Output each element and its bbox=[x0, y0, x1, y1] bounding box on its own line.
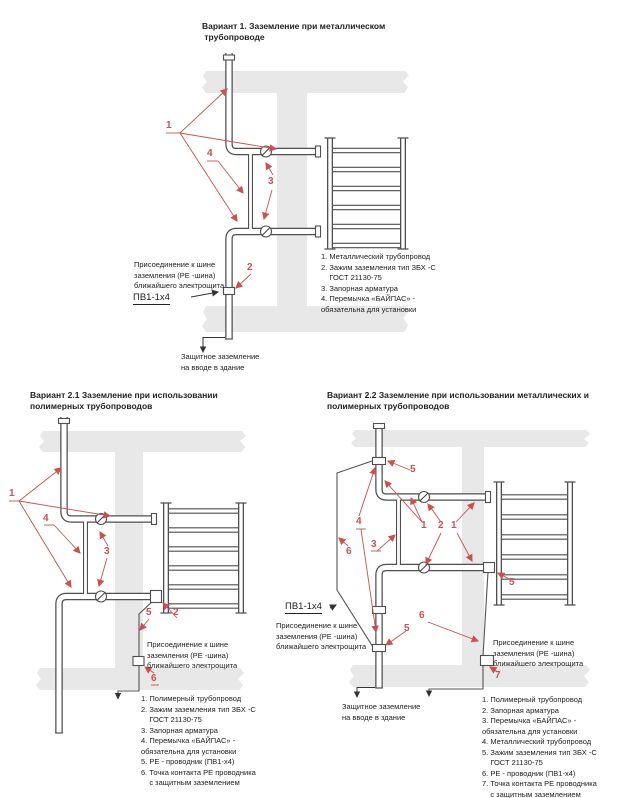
callout-2: 2 bbox=[438, 520, 444, 531]
text-line: полимерных трубопроводов bbox=[327, 401, 450, 411]
valve-icon bbox=[96, 591, 107, 602]
text-line: 4. Перемычка «БАЙПАС» - bbox=[141, 736, 236, 745]
text-line: ближайшего электрощита bbox=[134, 281, 225, 290]
radiator bbox=[161, 503, 247, 613]
callout-2: 2 bbox=[247, 262, 253, 273]
wire-label-leader bbox=[191, 292, 218, 297]
text-line: на вводе в здание bbox=[181, 362, 245, 372]
text-line: обязательна для установки bbox=[141, 746, 237, 756]
text-line: заземления (РЕ -шина) bbox=[134, 270, 216, 280]
text-line: заземления (РЕ -шина) bbox=[493, 648, 575, 658]
union-fitting bbox=[316, 146, 321, 157]
text-line: Присоединение к шине bbox=[276, 621, 358, 630]
variant21-legend bbox=[141, 694, 256, 789]
callout-4: 4 bbox=[207, 148, 213, 159]
variant22-bus-note-left bbox=[276, 621, 366, 653]
text-line: 4. Перемычка «БАЙПАС» - bbox=[321, 294, 416, 303]
variant21-title bbox=[30, 390, 218, 412]
text-line: 6. РЕ - проводник (ПВ1-х4) bbox=[482, 768, 576, 778]
variant1-wire-label: ПВ1-1х4 bbox=[133, 292, 170, 303]
variant1-ground-note bbox=[181, 352, 259, 373]
radiator-collectors bbox=[161, 503, 247, 613]
text-line: 1. Полимерный трубопровод bbox=[141, 694, 242, 703]
ground-arrow-icon bbox=[426, 691, 432, 698]
callout-3: 3 bbox=[268, 176, 274, 187]
callout-1: 1 bbox=[9, 488, 15, 499]
beam-top-flange bbox=[351, 430, 590, 447]
callout-6: 6 bbox=[151, 673, 157, 684]
callout-4: 4 bbox=[356, 516, 362, 527]
union-fitting bbox=[486, 492, 491, 503]
beam-top-flange bbox=[39, 431, 246, 452]
text-line: ГОСТ 21130-75 bbox=[321, 273, 382, 282]
valve-icon bbox=[419, 492, 430, 503]
callout-2: 2 bbox=[173, 607, 179, 618]
ground-arrow-icon bbox=[115, 693, 121, 700]
text-line: с защитным заземлением bbox=[482, 789, 581, 798]
callout-6: 6 bbox=[346, 546, 352, 557]
variant22-wire-label: ПВ1-1х4 bbox=[285, 601, 322, 612]
ground-lead bbox=[203, 338, 225, 347]
text-line: 5. РЕ - проводник (ПВ1-х4) bbox=[141, 757, 235, 766]
text-line: Защитное заземление bbox=[181, 352, 260, 361]
callout-4: 4 bbox=[43, 513, 49, 524]
callout-3: 3 bbox=[104, 546, 110, 557]
variant22-bus-note-right bbox=[493, 638, 583, 670]
text-line: 7. Точка контакта РЕ проводника bbox=[482, 779, 597, 788]
radiator-tubes bbox=[169, 511, 238, 606]
text-line: Вариант 2.1 Заземление при использовании bbox=[30, 390, 218, 400]
text-line: заземления (РЕ -шина) bbox=[147, 650, 229, 660]
text-line: 4. Металлический трубопровод bbox=[482, 737, 592, 746]
text-line: 2. Зажим заземления тип ЗБХ -С bbox=[321, 262, 436, 272]
ground-arrow-icon bbox=[354, 692, 360, 699]
radiator-collectors bbox=[494, 482, 576, 605]
text-line: 2. Запорная арматура bbox=[482, 705, 559, 715]
callout-1: 1 bbox=[451, 520, 457, 531]
beam-top-flange bbox=[202, 71, 409, 93]
text-line: полимерных трубопроводов bbox=[30, 401, 153, 411]
text-line: Присоединение к шине bbox=[147, 640, 229, 649]
pipe-coupling bbox=[59, 419, 70, 424]
pipe-coupling bbox=[224, 55, 235, 60]
radiator-tubes bbox=[333, 151, 400, 246]
text-line: 6. Точка контакта РЕ проводника bbox=[141, 767, 256, 777]
text-line: ближайшего электрощита bbox=[276, 642, 367, 651]
callout-3: 3 bbox=[371, 539, 377, 550]
ground-clamp bbox=[151, 591, 162, 603]
union-fitting bbox=[316, 226, 321, 237]
callout-7: 7 bbox=[495, 670, 501, 681]
contact-terminal-box bbox=[133, 657, 144, 666]
ground-clamp bbox=[224, 288, 235, 295]
text-line: 3. Запорная арматура bbox=[321, 283, 398, 293]
contact-terminal-box bbox=[481, 656, 494, 666]
callout-1: 1 bbox=[421, 520, 427, 531]
variant22-title bbox=[327, 390, 589, 412]
variant1-title bbox=[202, 21, 385, 43]
callout-5: 5 bbox=[404, 623, 410, 634]
callout-5: 5 bbox=[410, 464, 416, 475]
text-line: Присоединение к шине bbox=[134, 260, 216, 269]
callout-5: 5 bbox=[146, 607, 152, 618]
variant1-legend bbox=[321, 252, 436, 315]
beam-web bbox=[277, 93, 307, 306]
text-line: 3. Запорная арматура bbox=[141, 725, 218, 735]
text-line: обязательна для установки bbox=[321, 304, 417, 314]
text-line: Защитное заземление bbox=[342, 702, 421, 711]
text-line: 2. Зажим заземления тип ЗБХ -С bbox=[141, 704, 256, 714]
text-line: Присоединение к шине bbox=[493, 638, 575, 647]
radiator bbox=[325, 138, 409, 249]
ground-clamp bbox=[373, 458, 386, 465]
ground-clamp bbox=[373, 645, 386, 652]
text-line: на вводе в здание bbox=[342, 712, 406, 722]
valve-icon bbox=[261, 226, 272, 237]
text-line: Вариант 2.2 Заземление при использовании металлических и bbox=[327, 390, 589, 400]
callout-6: 6 bbox=[419, 610, 425, 621]
text-line: ГОСТ 21130-75 bbox=[482, 758, 543, 767]
text-line: ближайшего электрощита bbox=[147, 661, 238, 670]
text-line: Вариант 1. Заземление при металлическом bbox=[202, 21, 386, 31]
text-line: 3. Перемычка «БАЙПАС» - bbox=[482, 716, 577, 725]
variant1-callout-leaders bbox=[166, 89, 276, 288]
variant21-bus-note bbox=[147, 640, 237, 672]
text-line: с защитным заземлением bbox=[141, 778, 240, 787]
text-line: трубопроводе bbox=[202, 32, 265, 42]
ground-clamp bbox=[484, 563, 495, 573]
ground-clamp bbox=[373, 607, 386, 614]
union-fitting bbox=[152, 514, 157, 525]
text-line: ближайшего электрощита bbox=[493, 659, 584, 668]
text-line: 1. Полимерный трубопровод bbox=[482, 695, 583, 704]
callout-5: 5 bbox=[509, 577, 515, 588]
beam-web bbox=[462, 447, 484, 665]
text-line: 1. Металлический трубопровод bbox=[321, 252, 431, 261]
variant1-bus-note bbox=[134, 260, 224, 292]
pipe-coupling bbox=[374, 424, 385, 429]
variant22-legend bbox=[482, 695, 597, 798]
valve-icon bbox=[419, 562, 430, 573]
radiator bbox=[494, 482, 576, 605]
radiator-collectors bbox=[325, 138, 409, 249]
wire-label-leader bbox=[330, 605, 336, 608]
variant22-ground-note bbox=[342, 702, 420, 723]
text-line: 5. Зажим заземления тип ЗБХ -С bbox=[482, 747, 597, 757]
ground-lead bbox=[357, 688, 375, 692]
text-line: ГОСТ 21130-75 bbox=[141, 715, 202, 724]
text-line: обязательна для установки bbox=[482, 726, 578, 736]
text-line: заземления (РЕ -шина) bbox=[276, 631, 358, 641]
callout-1: 1 bbox=[166, 120, 172, 131]
